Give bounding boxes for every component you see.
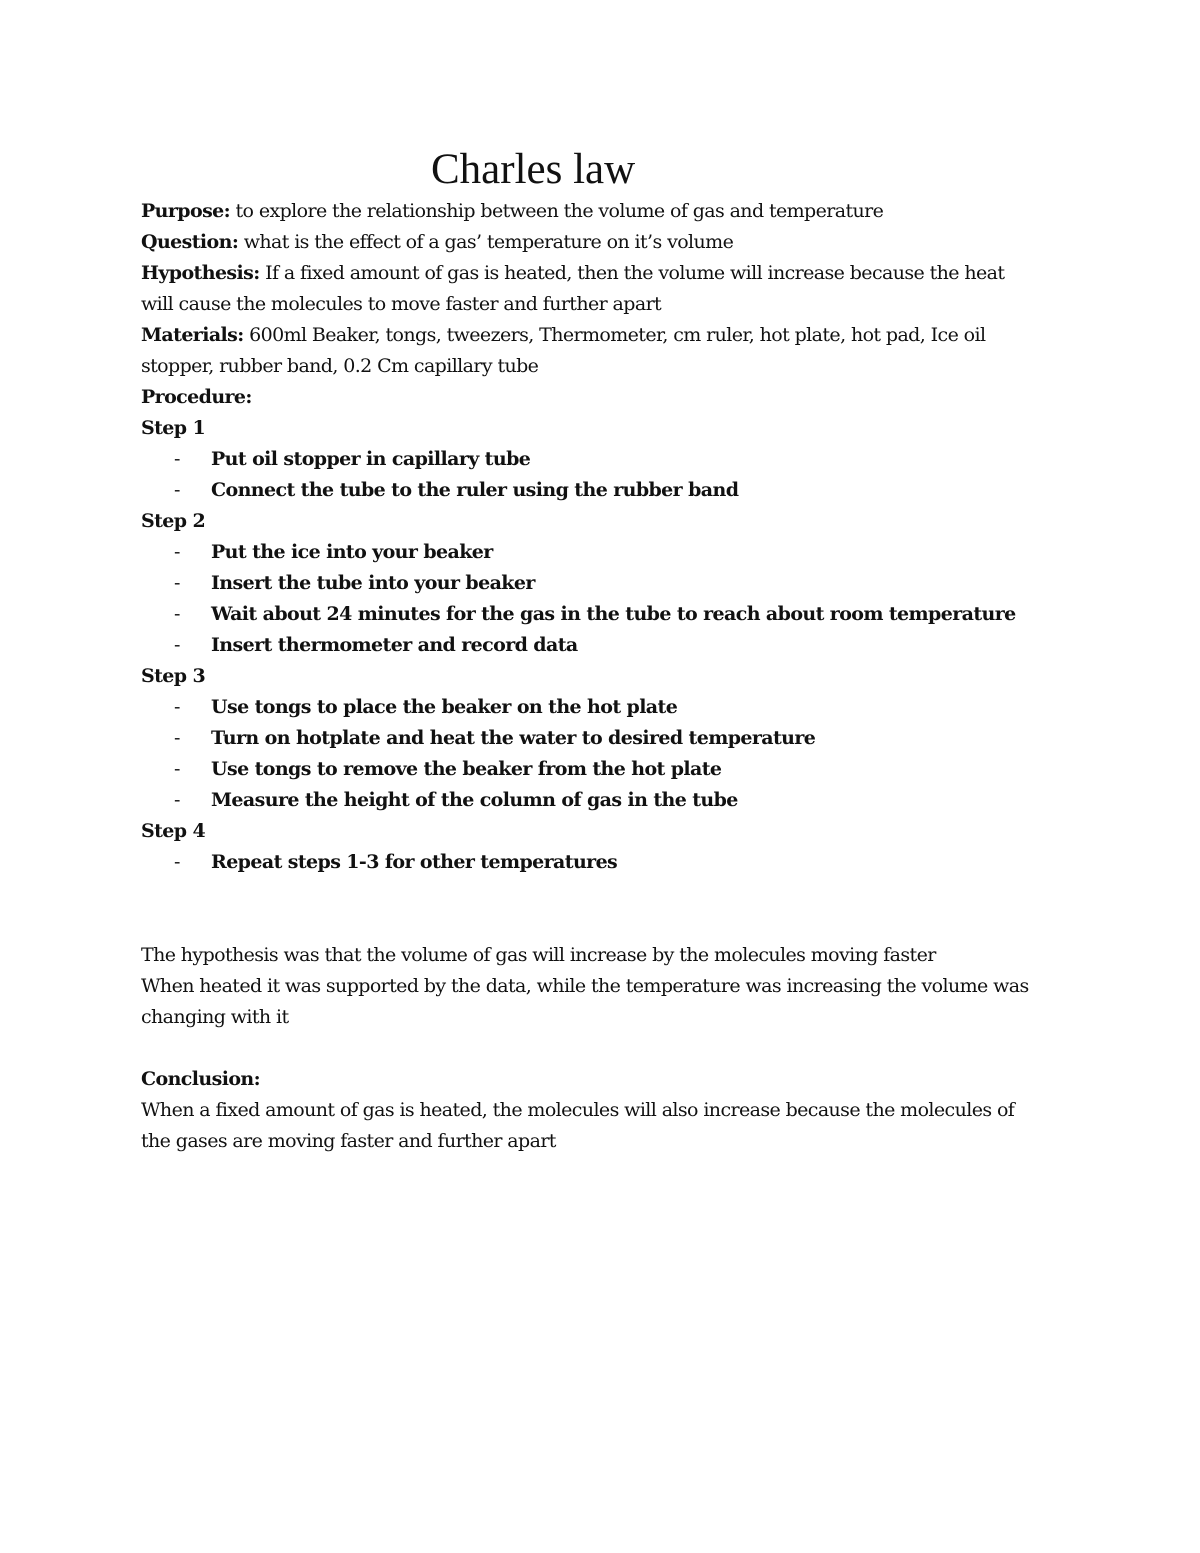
step-list — [141, 847, 1061, 878]
step-title: Step 4 — [141, 820, 206, 842]
materials-label: Materials: — [141, 324, 244, 346]
dash-bullet: - — [174, 696, 180, 718]
procedure-steps — [141, 413, 1061, 878]
list-item — [141, 599, 1061, 630]
step-title: Step 3 — [141, 665, 206, 687]
document-title: Charles law — [431, 146, 636, 193]
step-title: Step 1 — [141, 417, 206, 439]
hypothesis-line-1 — [141, 258, 1061, 289]
question-line — [141, 227, 1061, 258]
list-item-text: Connect the tube to the ruler using the rubber band — [211, 479, 739, 501]
list-item-text: Insert the tube into your beaker — [211, 572, 535, 594]
conclusion-label: Conclusion: — [141, 1068, 261, 1090]
list-item — [141, 723, 1061, 754]
hypothesis-line-2: will cause the molecules to move faster and further apart — [141, 293, 662, 315]
step-list — [141, 692, 1061, 816]
spacer — [141, 878, 1061, 940]
dash-bullet: - — [174, 851, 180, 873]
list-item — [141, 847, 1061, 878]
list-item — [141, 754, 1061, 785]
dash-bullet: - — [174, 634, 180, 656]
list-item — [141, 537, 1061, 568]
dash-bullet: - — [174, 758, 180, 780]
list-item-text: Insert thermometer and record data — [211, 634, 578, 656]
list-item-text: Repeat steps 1-3 for other temperatures — [211, 851, 618, 873]
list-item — [141, 630, 1061, 661]
list-item — [141, 785, 1061, 816]
dash-bullet: - — [174, 448, 180, 470]
list-item-text: Put the ice into your beaker — [211, 541, 493, 563]
procedure-label: Procedure: — [141, 386, 252, 408]
list-item-text: Put oil stopper in capillary tube — [211, 448, 531, 470]
spacer — [141, 1033, 1061, 1064]
list-item-text: Wait about 24 minutes for the gas in the tube to reach about room temperature — [211, 603, 1016, 625]
analysis-line-2: When heated it was supported by the data, while the temperature was increasing the volume was — [141, 975, 1029, 997]
question-text: what is the effect of a gas’ temperature on it’s volume — [238, 231, 734, 253]
list-item-text: Use tongs to place the beaker on the hot plate — [211, 696, 678, 718]
analysis-line-3: changing with it — [141, 1006, 289, 1028]
hypothesis-text-1: If a fixed amount of gas is heated, then the volume will increase because the heat — [259, 262, 1005, 284]
list-item-text: Measure the height of the column of gas in the tube — [211, 789, 738, 811]
dash-bullet: - — [174, 541, 180, 563]
materials-line-2: stopper, rubber band, 0.2 Cm capillary tube — [141, 355, 539, 377]
list-item-text: Use tongs to remove the beaker from the hot plate — [211, 758, 722, 780]
step-title: Step 2 — [141, 510, 206, 532]
step-list — [141, 444, 1061, 506]
purpose-label: Purpose: — [141, 200, 231, 222]
dash-bullet: - — [174, 603, 180, 625]
hypothesis-label: Hypothesis: — [141, 262, 260, 284]
document-body — [141, 144, 1061, 1157]
dash-bullet: - — [174, 479, 180, 501]
list-item — [141, 475, 1061, 506]
conclusion-line-2: the gases are moving faster and further apart — [141, 1130, 556, 1152]
dash-bullet: - — [174, 727, 180, 749]
conclusion-line-1: When a fixed amount of gas is heated, the molecules will also increase because the molecules of — [141, 1099, 1015, 1121]
step-list — [141, 537, 1061, 661]
list-item-text: Turn on hotplate and heat the water to desired temperature — [211, 727, 816, 749]
materials-text-1: 600ml Beaker, tongs, tweezers, Thermometer, cm ruler, hot plate, hot pad, Ice oil — [243, 324, 986, 346]
question-label: Question: — [141, 231, 239, 253]
materials-line-1 — [141, 320, 1061, 351]
list-item — [141, 444, 1061, 475]
purpose-line — [141, 196, 1061, 227]
analysis-line-1: The hypothesis was that the volume of gas will increase by the molecules moving faster — [141, 944, 936, 966]
dash-bullet: - — [174, 572, 180, 594]
list-item — [141, 568, 1061, 599]
dash-bullet: - — [174, 789, 180, 811]
list-item — [141, 692, 1061, 723]
purpose-text: to explore the relationship between the volume of gas and temperature — [230, 200, 884, 222]
